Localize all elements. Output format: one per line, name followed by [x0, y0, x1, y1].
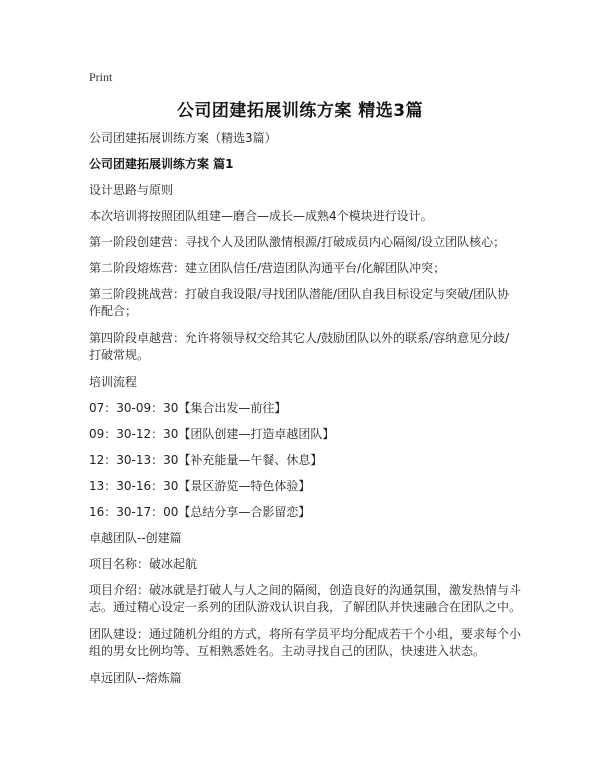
paragraph: 团队建设：通过随机分组的方式，将所有学员平均分配成若干个小组，要求每个小组的男女比例均等、互相熟悉姓名。主动寻找自己的团队，快速进入状态。: [89, 627, 522, 658]
paragraph: 卓越团队--创建篇: [89, 531, 182, 545]
paragraph: 本次培训将按照团队组建—磨合—成长—成熟4个模块进行设计。: [89, 209, 433, 223]
paragraph: 卓远团队--熔炼篇: [89, 671, 182, 685]
paragraph: 项目介绍：破冰就是打破人与人之间的隔阂，创造良好的沟通氛围，激发热情与斗志。通过精心设定一系列的团队游戏认识自我，了解团队并快速融合在团队之中。: [89, 583, 522, 614]
print-label[interactable]: Print: [89, 70, 113, 84]
paragraph: 第二阶段熔炼营：建立团队信任/营造团队沟通平台/化解团队冲突；: [89, 261, 446, 275]
schedule-item: 07：30-09：30【集合出发—前往】: [89, 401, 287, 415]
paragraph: 项目名称：破冰起航: [89, 557, 198, 571]
document-title: 公司团建拓展训练方案 精选3篇: [176, 101, 424, 121]
schedule-item: 13：30-16：30【景区游览—特色体验】: [89, 479, 311, 493]
schedule-item: 09：30-12：30【团队创建—打造卓越团队】: [89, 427, 335, 441]
paragraph: 设计思路与原则: [89, 183, 174, 197]
paragraph: 培训流程: [89, 375, 138, 389]
paragraph: 第一阶段创建营：寻找个人及团队激情根源/打破成员内心隔阂/设立团队核心；: [89, 235, 506, 249]
document-body: [89, 130, 521, 696]
paragraph: 第四阶段卓越营：允许将领导权交给其它人/鼓励团队以外的联系/容纳意见分歧/打破常规。: [89, 331, 510, 362]
subtitle-paragraph: 公司团建拓展训练方案（精选3篇）: [89, 131, 277, 145]
section-heading: 公司团建拓展训练方案 篇1: [89, 157, 234, 171]
paragraph: 第三阶段挑战营：打破自我设限/寻找团队潜能/团队自我目标设定与突破/团队协作配合；: [89, 287, 510, 318]
schedule-item: 16：30-17：00【总结分享—合影留恋】: [89, 505, 311, 519]
schedule-item: 12：30-13：30【补充能量—午餐、休息】: [89, 453, 323, 467]
